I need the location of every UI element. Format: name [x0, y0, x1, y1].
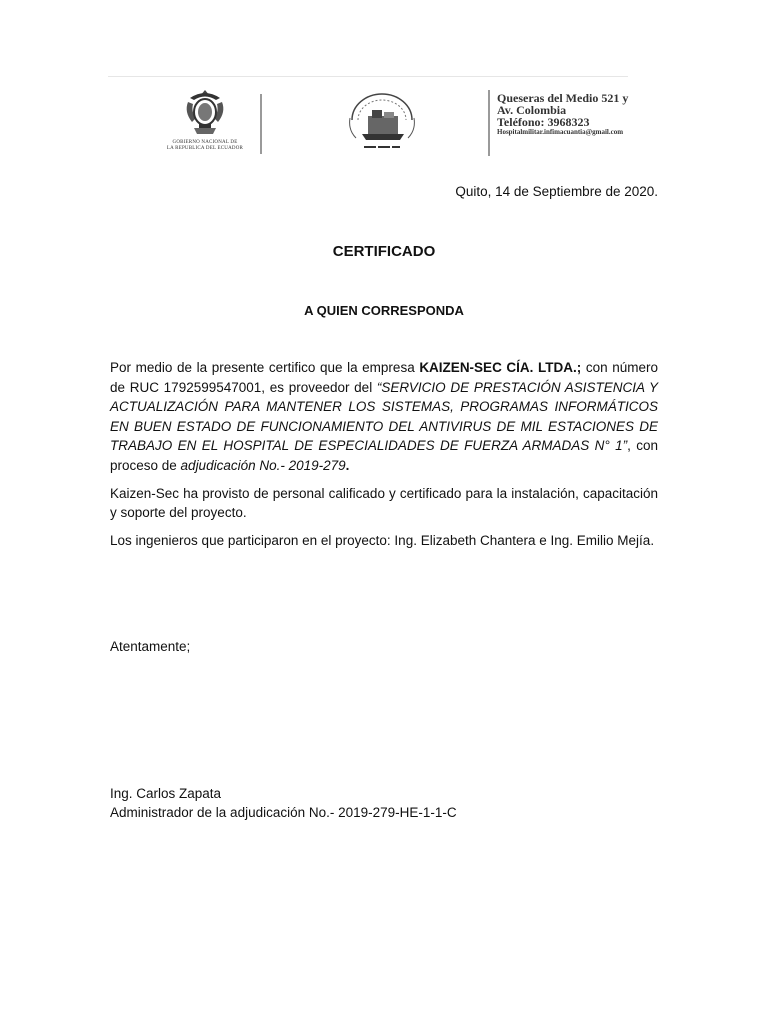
signer-role: Administrador de la adjudicación No.- 2019-279-HE-1-1-C	[110, 805, 457, 820]
government-logo	[160, 88, 250, 158]
header-divider-left	[260, 94, 262, 154]
p1-ruc-label: con número de RUC	[110, 360, 658, 395]
body-paragraph-3: Los ingenieros que participaron en el proyecto: Ing. Elizabeth Chantera e Ing. Emilio Mejía.	[110, 532, 655, 548]
contact-address-line1: Queseras del Medio 521 y	[497, 91, 629, 105]
hospital-seal-icon	[344, 90, 420, 154]
p1-adjudication: adjudicación No.- 2019-279	[180, 457, 346, 473]
p1-service-description: “SERVICIO DE PRESTACIÓN ASISTENCIA Y ACTUALIZACIÓN PARA MANTENER LOS SISTEMAS, PROGRAMAS INFORMÁTICOS EN BUEN ESTADO DE FUNCIONAMIENTO DEL ANTIVIRUS DE MIL ESTACIONES DE TRABAJO EN EL HOSPITAL DE ESPECIALIDADES DE FUERZA ARMADAS N° 1”	[110, 379, 659, 454]
signature-block	[110, 784, 457, 822]
document-date: Quito, 14 de Septiembre de 2020.	[455, 184, 658, 199]
gov-caption-line1: GOBIERNO NACIONAL DE	[172, 140, 238, 145]
contact-email: Hospitalmilitar.infimacuantia@gmail.com	[497, 128, 624, 136]
p1-company-name: KAIZEN-SEC CÍA. LTDA.;	[419, 360, 582, 375]
document-greeting: A QUIEN CORRESPONDA	[304, 303, 464, 318]
document-title: CERTIFICADO	[332, 243, 436, 260]
contact-address-line2: Av. Colombia	[497, 103, 567, 117]
closing-salutation: Atentamente;	[110, 639, 191, 654]
contact-block	[497, 92, 657, 137]
header-divider-right	[488, 90, 490, 156]
p1-ruc-number: 1792599547001	[163, 379, 262, 395]
body-paragraph-2: Kaizen-Sec ha provisto de personal calificado y certificado para la instalación, capacitación y soporte del proyecto.	[110, 485, 658, 521]
header-top-rule	[108, 76, 628, 77]
body-paragraph-1	[110, 358, 658, 476]
p1-intro: Por medio de la presente certifico que la empresa	[110, 360, 420, 375]
gov-caption-line2: LA REPUBLICA DEL ECUADOR	[166, 146, 244, 151]
contact-phone: Teléfono: 3968323	[497, 115, 590, 129]
hospital-seal	[344, 90, 420, 154]
p1-provider-text: , es proveedor del	[261, 379, 377, 395]
p1-process-text: , con proceso de	[110, 438, 658, 473]
document-body	[110, 358, 658, 558]
government-caption	[160, 140, 250, 152]
p1-end: .	[345, 457, 350, 473]
signer-name: Ing. Carlos Zapata	[110, 786, 222, 801]
ecuador-coat-of-arms-icon	[182, 88, 228, 138]
